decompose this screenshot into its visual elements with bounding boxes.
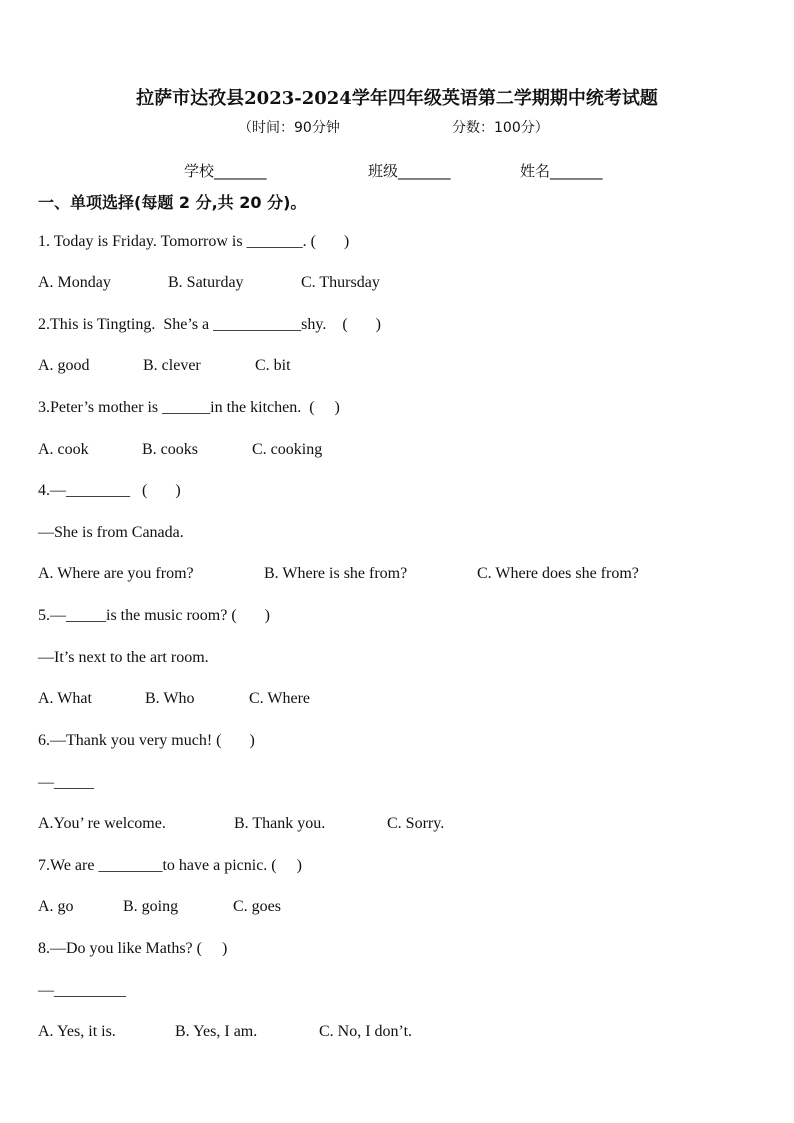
question-1-stem: 1. Today is Friday. Tomorrow is _______. ( ) xyxy=(38,233,350,250)
question-7-option-a: A. go xyxy=(38,898,74,915)
question-2-option-c: C. bit xyxy=(255,357,291,374)
question-3-option-a: A. cook xyxy=(38,441,89,458)
question-5-reply: —It’s next to the art room. xyxy=(38,649,209,666)
exam-time: （时间：90分钟 xyxy=(238,120,340,136)
question-4-option-b: B. Where is she from? xyxy=(264,565,408,582)
exam-title: 拉萨市达孜县2023-2024学年四年级英语第二学期期中统考试题 xyxy=(136,88,658,109)
question-7-option-b: B. going xyxy=(123,898,179,915)
question-5-option-a: A. What xyxy=(38,690,92,707)
question-3-option-b: B. cooks xyxy=(142,441,198,458)
question-5-option-b: B. Who xyxy=(145,690,195,707)
question-4-stem: 4.—________ ( ) xyxy=(38,482,181,499)
question-6-option-a: A.You’ re welcome. xyxy=(38,815,166,832)
school-field: 学校_______ xyxy=(184,162,267,180)
question-2-stem: 2.This is Tingting. She’s a ___________shy. ( ) xyxy=(38,316,381,333)
question-6-option-b: B. Thank you. xyxy=(234,815,326,832)
question-2-option-a: A. good xyxy=(38,357,90,374)
question-7-stem: 7.We are ________to have a picnic. ( ) xyxy=(38,857,302,874)
question-1-option-a: A. Monday xyxy=(38,274,111,291)
question-4-option-c: C. Where does she from? xyxy=(477,565,639,582)
question-5-option-c: C. Where xyxy=(249,690,311,707)
question-4-reply: —She is from Canada. xyxy=(38,524,184,541)
question-5-stem: 5.—_____is the music room? ( ) xyxy=(38,607,270,624)
question-1-option-b: B. Saturday xyxy=(168,274,244,291)
question-8-stem: 8.—Do you like Maths? ( ) xyxy=(38,940,228,957)
question-8-option-b: B. Yes, I am. xyxy=(175,1023,258,1040)
question-3-stem: 3.Peter’s mother is ______in the kitchen. ( ) xyxy=(38,399,340,416)
section-heading: 一、单项选择(每题 2 分,共 20 分)。 xyxy=(38,193,307,212)
question-7-option-c: C. goes xyxy=(233,898,281,915)
question-6-reply: —_____ xyxy=(38,774,94,791)
question-8-option-a: A. Yes, it is. xyxy=(38,1023,116,1040)
question-8-option-c: C. No, I don’t. xyxy=(319,1023,413,1040)
question-2-option-b: B. clever xyxy=(143,357,201,374)
question-6-stem: 6.—Thank you very much! ( ) xyxy=(38,732,255,749)
question-4-option-a: A. Where are you from? xyxy=(38,565,194,582)
question-1-option-c: C. Thursday xyxy=(301,274,380,291)
question-6-option-c: C. Sorry. xyxy=(387,815,445,832)
class-field: 班级_______ xyxy=(368,162,451,180)
name-field: 姓名_______ xyxy=(520,162,603,180)
question-8-reply: —_________ xyxy=(38,982,126,999)
question-3-option-c: C. cooking xyxy=(252,441,323,458)
exam-score: 分数：100分） xyxy=(452,120,549,136)
